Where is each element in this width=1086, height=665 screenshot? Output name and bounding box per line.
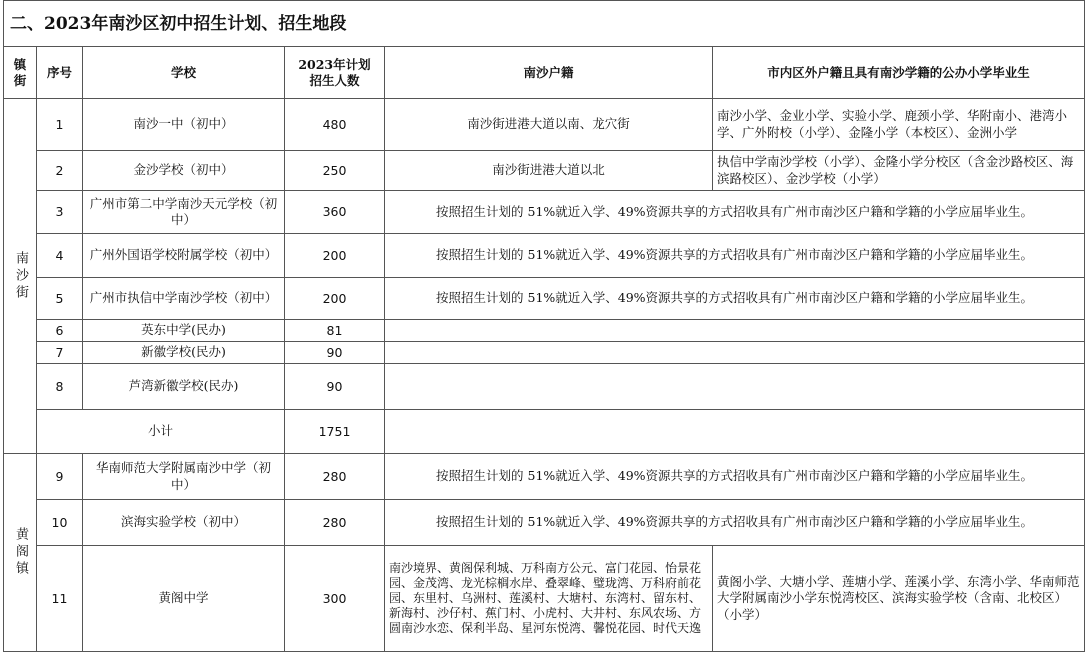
- table-row: [4, 320, 1085, 342]
- header-town: 镇街: [4, 47, 37, 99]
- row-plan: 280: [285, 500, 385, 546]
- table-row: [4, 500, 1085, 546]
- subtotal-label: 小计: [37, 410, 285, 454]
- row-other-area: 南沙小学、金业小学、实验小学、鹿颈小学、华附南小、港湾小学、广外附校（小学）、金隆小学（本校区）、金洲小学: [713, 99, 1085, 151]
- row-nansha-area: 南沙街进港大道以南、龙穴街: [385, 99, 713, 151]
- row-common-note: 按照招生计划的 51%就近入学、49%资源共享的方式招收具有广州市南沙区户籍和学籍的小学应届毕业生。: [385, 454, 1085, 500]
- row-school: 新徽学校(民办): [83, 342, 285, 364]
- row-empty: [385, 410, 1085, 454]
- header-other-hukou: 市内区外户籍且具有南沙学籍的公办小学毕业生: [713, 47, 1085, 99]
- subtotal-row: [4, 410, 1085, 454]
- header-seq: 序号: [37, 47, 83, 99]
- row-seq: 4: [37, 234, 83, 278]
- row-nansha-area: 南沙境界、黄阁保利城、万科南方公元、富门花园、怡景花园、金茂湾、龙光棕榈水岸、叠翠峰、璧珑湾、万科府前花园、东里村、乌洲村、莲溪村、大塘村、东湾村、留东村、新海村、沙仔村、蕉门村、小虎村、大井村、东风农场、方圆南沙水恋、保利半岛、星河东悦湾、馨悦花园、时代天逸: [385, 546, 713, 652]
- table-row: [4, 278, 1085, 320]
- row-nansha-area: 南沙街进港大道以北: [385, 151, 713, 191]
- row-other-area: 黄阁小学、大塘小学、莲塘小学、莲溪小学、东湾小学、华南师范大学附属南沙小学东悦湾校区、滨海实验学校（含南、北校区）（小学）: [713, 546, 1085, 652]
- table-row: [4, 342, 1085, 364]
- header-plan: 2023年计划招生人数: [285, 47, 385, 99]
- row-plan: 300: [285, 546, 385, 652]
- header-nansha-hukou: 南沙户籍: [385, 47, 713, 99]
- row-seq: 11: [37, 546, 83, 652]
- row-seq: 9: [37, 454, 83, 500]
- row-plan: 480: [285, 99, 385, 151]
- row-school: 广州市执信中学南沙学校（初中）: [83, 278, 285, 320]
- row-common-note: 按照招生计划的 51%就近入学、49%资源共享的方式招收具有广州市南沙区户籍和学籍的小学应届毕业生。: [385, 191, 1085, 234]
- row-school: 芦湾新徽学校(民办): [83, 364, 285, 410]
- table-row: [4, 234, 1085, 278]
- table-row: [4, 454, 1085, 500]
- row-common-note: 按照招生计划的 51%就近入学、49%资源共享的方式招收具有广州市南沙区户籍和学籍的小学应届毕业生。: [385, 234, 1085, 278]
- row-school: 华南师范大学附属南沙中学（初中）: [83, 454, 285, 500]
- table-row: [4, 364, 1085, 410]
- table-row: [4, 99, 1085, 151]
- row-plan: 280: [285, 454, 385, 500]
- row-empty: [385, 364, 1085, 410]
- row-common-note: 按照招生计划的 51%就近入学、49%资源共享的方式招收具有广州市南沙区户籍和学籍的小学应届毕业生。: [385, 500, 1085, 546]
- row-seq: 6: [37, 320, 83, 342]
- row-school: 英东中学(民办): [83, 320, 285, 342]
- row-common-note: 按照招生计划的 51%就近入学、49%资源共享的方式招收具有广州市南沙区户籍和学籍的小学应届毕业生。: [385, 278, 1085, 320]
- row-seq: 3: [37, 191, 83, 234]
- row-school: 金沙学校（初中）: [83, 151, 285, 191]
- row-school: 黄阁中学: [83, 546, 285, 652]
- row-school: 南沙一中（初中）: [83, 99, 285, 151]
- row-plan: 200: [285, 234, 385, 278]
- row-school: 广州市第二中学南沙天元学校（初中）: [83, 191, 285, 234]
- row-seq: 7: [37, 342, 83, 364]
- table-row: [4, 191, 1085, 234]
- row-school: 滨海实验学校（初中）: [83, 500, 285, 546]
- header-school: 学校: [83, 47, 285, 99]
- town-nansha: 南沙街: [4, 99, 37, 454]
- table-row: [4, 546, 1085, 652]
- row-seq: 10: [37, 500, 83, 546]
- row-plan: 90: [285, 364, 385, 410]
- row-plan: 81: [285, 320, 385, 342]
- enrollment-table: [3, 0, 1085, 652]
- row-other-area: 执信中学南沙学校（小学）、金隆小学分校区（含金沙路校区、海滨路校区）、金沙学校（小学）: [713, 151, 1085, 191]
- row-plan: 90: [285, 342, 385, 364]
- page-title: 二、2023年南沙区初中招生计划、招生地段: [4, 1, 1085, 47]
- subtotal-value: 1751: [285, 410, 385, 454]
- row-plan: 250: [285, 151, 385, 191]
- row-school: 广州外国语学校附属学校（初中）: [83, 234, 285, 278]
- row-empty: [385, 342, 1085, 364]
- table-row: [4, 151, 1085, 191]
- row-plan: 200: [285, 278, 385, 320]
- row-seq: 5: [37, 278, 83, 320]
- row-seq: 2: [37, 151, 83, 191]
- row-plan: 360: [285, 191, 385, 234]
- town-huangge: 黄阁镇: [4, 454, 37, 652]
- row-seq: 1: [37, 99, 83, 151]
- row-seq: 8: [37, 364, 83, 410]
- row-empty: [385, 320, 1085, 342]
